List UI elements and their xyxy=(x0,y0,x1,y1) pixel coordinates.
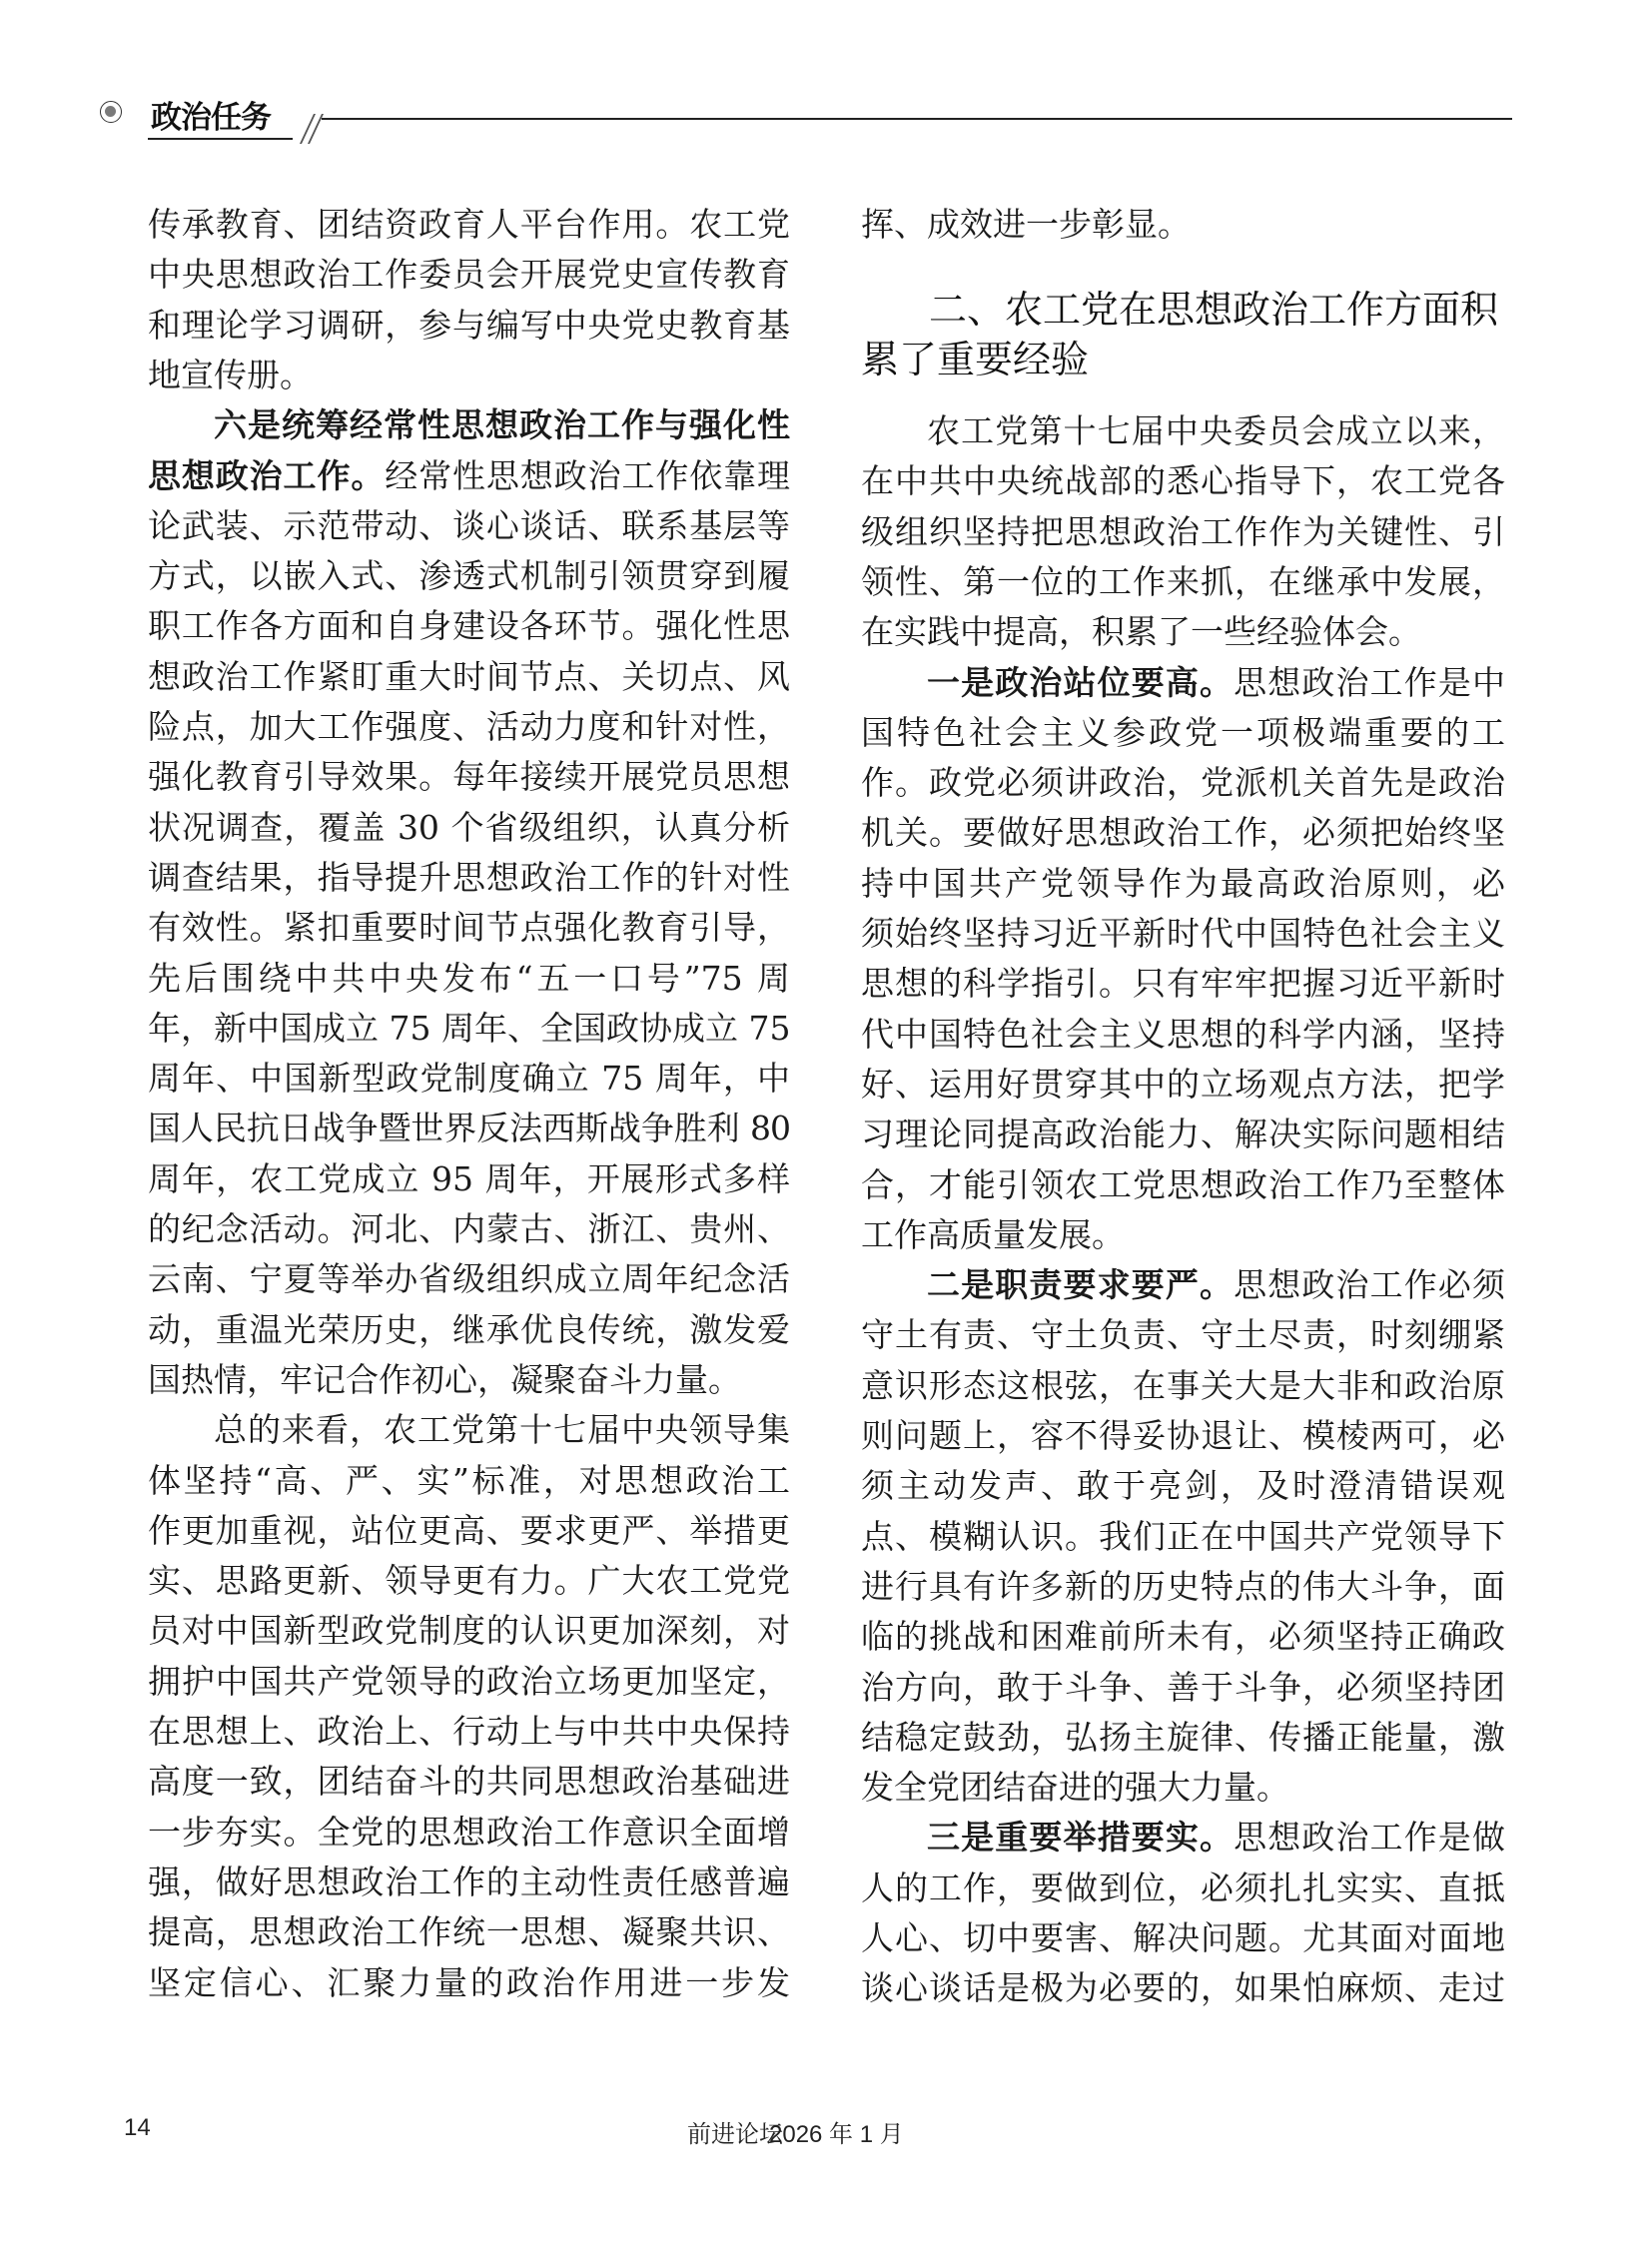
line-text: 谈心谈话是极为必要的，如果怕麻烦、走过 xyxy=(861,1968,1505,2008)
line-text: 中央思想政治工作委员会开展党史宣传教育 xyxy=(148,255,790,295)
paragraph-line xyxy=(148,808,790,848)
line-text: 强化教育引导效果。每年接续开展党员思想 xyxy=(148,757,790,797)
line-text: 合，才能引领农工党思想政治工作乃至整体 xyxy=(861,1164,1505,1204)
paragraph-line xyxy=(861,813,1505,853)
line-text: 在中共中央统战部的悉心指导下，农工党各 xyxy=(861,461,1505,501)
paragraph-line xyxy=(148,1561,790,1601)
line-text: 强，做好思想政治工作的主动性责任感普遍 xyxy=(148,1862,790,1901)
line-text: 代中国特色社会主义思想的科学内涵，坚持 xyxy=(861,1014,1505,1054)
line-text: 治方向，敢于斗争、善于斗争，必须坚持团 xyxy=(861,1667,1505,1707)
line-text: 发全党团结奋进的强大力量。 xyxy=(861,1768,1289,1808)
line-text: 守土有责、守土负责、守土尽责，时刻绷紧 xyxy=(861,1315,1505,1355)
paragraph-line xyxy=(148,1461,790,1501)
line-text: 结稳定鼓劲，弘扬主旋律、传播正能量，激 xyxy=(861,1717,1505,1757)
paragraph-line xyxy=(148,707,790,747)
line-text: 国人民抗日战争暨世界反法西斯战争胜利 80 xyxy=(148,1109,790,1148)
line-text: 作。政党必须讲政治，党派机关首先是政治 xyxy=(861,763,1505,803)
paragraph-line xyxy=(861,1567,1505,1607)
line-text: 须主动发声、敢于亮剑，及时澄清错误观 xyxy=(861,1466,1505,1506)
line-text: 国特色社会主义参政党一项极端重要的工 xyxy=(861,712,1505,752)
line-text: 进行具有许多新的历史特点的伟大斗争，面 xyxy=(861,1566,1505,1606)
paragraph-line xyxy=(861,1968,1505,2008)
line-text: 的纪念活动。河北、内蒙古、浙江、贵州、 xyxy=(148,1209,790,1248)
paragraph-line xyxy=(148,1310,790,1350)
paragraph-line xyxy=(861,1617,1505,1657)
paragraph-line xyxy=(148,606,790,646)
paragraph-line xyxy=(148,1410,790,1450)
paragraph-line xyxy=(861,864,1505,904)
line-text: 作更加重视，站位更高、要求更严、举措更 xyxy=(148,1510,790,1550)
paragraph-line xyxy=(148,556,790,596)
paragraph-line xyxy=(861,411,1505,451)
paragraph-line xyxy=(148,1912,790,1952)
line-text: 总的来看，农工党第十七届中央领导集 xyxy=(214,1410,790,1450)
paragraph-line xyxy=(148,757,790,797)
line-text: 思想政治工作是做 xyxy=(1234,1818,1505,1858)
paragraph-line xyxy=(148,1259,790,1299)
line-text: 和理论学习调研，参与编写中央党史教育基 xyxy=(148,305,790,345)
line-text: 人的工作，要做到位，必须扎扎实实、直抵 xyxy=(861,1868,1505,1907)
line-text: 经常性思想政治工作依靠理 xyxy=(385,455,790,495)
section-title: 政治任务 xyxy=(151,100,271,136)
paragraph-line xyxy=(861,1315,1505,1355)
line-text: 坚定信心、汇聚力量的政治作用进一步发 xyxy=(148,1962,790,2002)
line-text: 地宣传册。 xyxy=(148,355,313,394)
line-text: 好、运用好贯穿其中的立场观点方法，把学 xyxy=(861,1064,1505,1104)
bold-lead-phrase: 二是职责要求要严。 xyxy=(927,1265,1235,1305)
paragraph-line xyxy=(861,1517,1505,1557)
target-circle-icon xyxy=(100,101,122,123)
line-text: 须始终坚持习近平新时代中国特色社会主义 xyxy=(861,914,1505,953)
paragraph-line xyxy=(148,1159,790,1199)
line-text: 周年，农工党成立 95 周年，开展形式多样 xyxy=(148,1158,790,1198)
paragraph-line xyxy=(861,562,1505,602)
paragraph-line xyxy=(861,763,1505,803)
page-number: 14 xyxy=(124,2114,151,2141)
header-rule-long xyxy=(322,118,1512,120)
line-text: 先后围绕中共中央发布“五一口号”75 周 xyxy=(148,958,790,998)
paragraph-line xyxy=(148,1963,790,2003)
line-text: 拥护中国共产党领导的政治立场更加坚定， xyxy=(148,1661,790,1701)
line-text: 习理论同提高政治能力、解决实际问题相结 xyxy=(861,1115,1505,1154)
line-text: 则问题上，容不得妥协退让、模棱两可，必 xyxy=(861,1416,1505,1455)
line-text: 农工党第十七届中央委员会成立以来， xyxy=(927,411,1505,450)
line-text: 持中国共产党领导作为最高政治原则，必 xyxy=(861,863,1505,903)
paragraph-line xyxy=(148,959,790,999)
line-text: 高度一致，团结奋斗的共同思想政治基础进 xyxy=(148,1762,790,1802)
line-text: 状况调查，覆盖 30 个省级组织，认真分析 xyxy=(148,807,790,847)
journal-name: 前进论坛 xyxy=(687,2121,783,2148)
line-text: 动，重温光荣历史，继承优良传统，激发爱 xyxy=(148,1309,790,1349)
line-text: 实、思路更新、领导更有力。广大农工党党 xyxy=(148,1561,790,1601)
line-text: 年，新中国成立 75 周年、全国政协成立 75 xyxy=(148,1008,790,1048)
paragraph-line xyxy=(148,306,790,346)
line-text: 方式，以嵌入式、渗透式机制引领贯穿到履 xyxy=(148,556,790,596)
header-rule-short xyxy=(148,138,293,140)
paragraph-line xyxy=(148,1059,790,1099)
line-text: 领性、第一位的工作来抓，在继承中发展， xyxy=(861,561,1505,601)
paragraph-line xyxy=(148,657,790,697)
line-text: 职工作各方面和自身建设各环节。强化性思 xyxy=(148,606,790,646)
paragraph-line xyxy=(861,1265,1505,1305)
line-text: 国热情，牢记合作初心，凝聚奋斗力量。 xyxy=(148,1359,741,1399)
paragraph-line xyxy=(148,1863,790,1902)
paragraph-line xyxy=(148,255,790,295)
line-text: 一步夯实。全党的思想政治工作意识全面增 xyxy=(148,1812,790,1852)
paragraph-line xyxy=(148,1762,790,1802)
paragraph-line xyxy=(148,1712,790,1752)
paragraph-line xyxy=(861,1065,1505,1105)
paragraph-line xyxy=(148,1662,790,1702)
line-text: 思想政治工作是中 xyxy=(1234,662,1505,702)
paragraph-line xyxy=(861,713,1505,753)
line-text: 员对中国新型政党制度的认识更加深刻，对 xyxy=(148,1611,790,1651)
paragraph-line xyxy=(861,1918,1505,1958)
paragraph-line xyxy=(861,461,1505,501)
line-text: 云南、宁夏等举办省级组织成立周年纪念活 xyxy=(148,1259,790,1299)
paragraph-line xyxy=(148,456,790,496)
line-text: 点、模糊认识。我们正在中国共产党领导下 xyxy=(861,1516,1505,1556)
bold-lead-phrase: 一是政治站位要高。 xyxy=(927,662,1235,702)
paragraph-line xyxy=(148,1511,790,1551)
paragraph-line xyxy=(861,1015,1505,1055)
paragraph-line xyxy=(861,914,1505,954)
paragraph-line xyxy=(148,1009,790,1049)
paragraph-line xyxy=(148,1109,790,1148)
issue-date: 2026 年 1 月 xyxy=(769,2121,904,2148)
line-text: 级组织坚持把思想政治工作作为关键性、引 xyxy=(861,511,1505,551)
paragraph-line xyxy=(148,506,790,546)
paragraph-line xyxy=(861,1868,1505,1908)
paragraph-line xyxy=(861,1718,1505,1758)
line-text: 思想的科学指引。只有牢牢把握习近平新时 xyxy=(861,964,1505,1004)
paragraph-line xyxy=(861,1466,1505,1506)
line-text: 提高，思想政治工作统一思想、凝聚共识、 xyxy=(148,1912,790,1952)
paragraph-line xyxy=(148,858,790,898)
paragraph-line xyxy=(861,1668,1505,1708)
line-text: 险点，加大工作强度、活动力度和针对性， xyxy=(148,707,790,746)
line-text: 人心、切中要害、解决问题。尤其面对面地 xyxy=(861,1918,1505,1957)
line-text: 传承教育、团结资政育人平台作用。农工党 xyxy=(148,205,790,244)
paragraph-line xyxy=(861,1165,1505,1205)
line-text: 临的挑战和困难前所未有，必须坚持正确政 xyxy=(861,1617,1505,1657)
bold-lead-phrase: 三是重要举措要实。 xyxy=(927,1818,1235,1858)
paragraph-line xyxy=(148,1611,790,1651)
paragraph-line xyxy=(861,1818,1505,1858)
line-text: 论武装、示范带动、谈心谈话、联系基层等 xyxy=(148,505,790,545)
paragraph-line: 挥、成效进一步彰显。 xyxy=(861,205,1191,244)
paragraph-line xyxy=(148,908,790,948)
paragraph-line xyxy=(861,1366,1505,1406)
line-text: 周年、中国新型政党制度确立 75 周年，中 xyxy=(148,1059,790,1099)
paragraph-line xyxy=(861,512,1505,552)
line-text: 有效性。紧扣重要时间节点强化教育引导， xyxy=(148,908,790,948)
paragraph-line xyxy=(148,205,790,245)
paragraph-line xyxy=(148,1209,790,1249)
paragraph-line xyxy=(148,405,790,445)
paragraph-line xyxy=(861,1115,1505,1154)
paragraph-line xyxy=(861,1215,1505,1255)
paragraph-line xyxy=(861,1416,1505,1456)
line-text: 想政治工作紧盯重大时间节点、关切点、风 xyxy=(148,656,790,696)
paragraph-line xyxy=(148,356,790,395)
line-text: 体坚持“高、严、实”标准，对思想政治工 xyxy=(148,1460,790,1500)
line-text: 在实践中提高，积累了一些经验体会。 xyxy=(861,612,1421,652)
bold-lead-phrase: 六是统筹经常性思想政治工作与强化性 xyxy=(214,405,790,445)
paragraph-line xyxy=(861,964,1505,1004)
line-text: 意识形态这根弦，在事关大是大非和政治原 xyxy=(861,1365,1505,1405)
paragraph-line xyxy=(861,663,1505,703)
line-text: 工作高质量发展。 xyxy=(861,1214,1125,1254)
paragraph-line xyxy=(861,1768,1505,1808)
section-heading-line: 二、农工党在思想政治工作方面积 xyxy=(929,288,1499,332)
line-text: 思想政治工作必须 xyxy=(1234,1265,1505,1305)
section-heading-line: 累了重要经验 xyxy=(861,338,1090,381)
paragraph-line xyxy=(861,612,1505,652)
line-text: 调查结果，指导提升思想政治工作的针对性 xyxy=(148,857,790,897)
paragraph-line xyxy=(148,1813,790,1853)
line-text: 机关。要做好思想政治工作，必须把始终坚 xyxy=(861,813,1505,853)
bold-lead-phrase: 思想政治工作。 xyxy=(148,455,386,495)
line-text: 在思想上、政治上、行动上与中共中央保持 xyxy=(148,1712,790,1751)
paragraph-line xyxy=(148,1360,790,1400)
